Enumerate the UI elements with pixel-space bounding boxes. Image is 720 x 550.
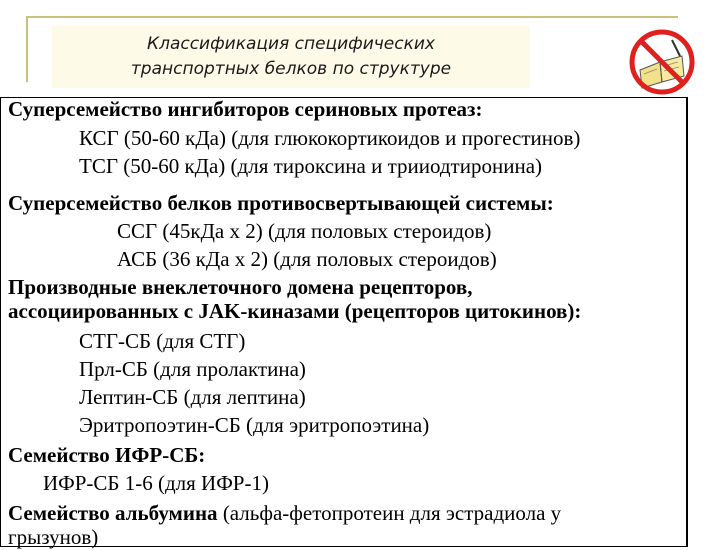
albumin-heading-bold: Семейство альбумина <box>8 501 218 525</box>
section-heading-anticoagulant: Суперсемейство белков противосвертывающей системы: <box>8 191 554 215</box>
list-item: ИФР-СБ 1-6 (для ИФР-1) <box>43 471 269 495</box>
list-item: Лептин-СБ (для лептина) <box>79 385 306 409</box>
content-panel <box>0 97 688 547</box>
section-heading-igfbp: Семейство ИФР-СБ: <box>8 443 206 467</box>
section-heading-jak-line2: ассоциированных с JAK-киназами (рецепторов цитокинов): <box>8 299 582 323</box>
albumin-heading-rest: (альфа-фетопротеин для эстрадиола у <box>217 501 562 525</box>
list-item: ТСГ (50-60 кДа) (для тироксина и трииодтиронина) <box>79 154 543 178</box>
frame-left-rule <box>26 16 28 82</box>
list-item: СТГ-СБ (для СТГ) <box>79 329 246 353</box>
list-item: ССГ (45кДа х 2) (для половых стероидов) <box>117 219 492 243</box>
slide-title <box>52 26 530 88</box>
list-item: КСГ (50-60 кДа) (для глюкокортикоидов и прогестинов) <box>79 126 581 150</box>
title-line-1: Классификация специфических <box>147 34 435 54</box>
section-heading-serpins: Суперсемейство ингибиторов сериновых протеаз: <box>8 97 483 121</box>
title-line-2: транспортных белков по структуре <box>130 59 452 79</box>
section-heading-jak-line1: Производные внеклеточного домена рецепторов, <box>8 275 473 299</box>
list-item: Эритропоэтин-СБ (для эритропоэтина) <box>79 413 430 437</box>
albumin-heading-line2: грызунов) <box>8 525 99 549</box>
frame-top-rule <box>26 16 678 18</box>
list-item: АСБ (36 кДа х 2) (для половых стероидов) <box>117 247 497 271</box>
no-book-icon <box>626 26 698 98</box>
section-heading-albumin <box>8 500 561 526</box>
list-item: Прл-СБ (для пролактина) <box>79 357 306 381</box>
